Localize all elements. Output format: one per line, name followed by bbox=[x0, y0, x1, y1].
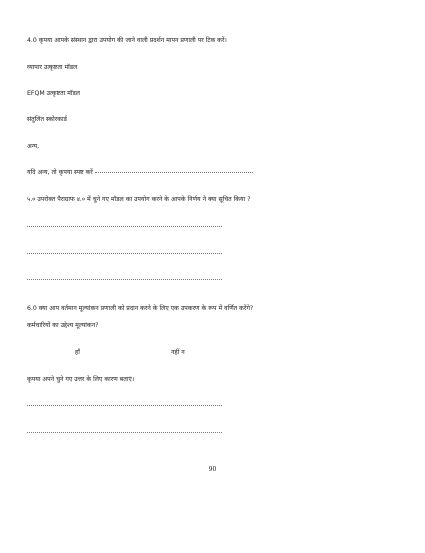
option-business-excellence-model[interactable]: व्यापार उत्कृष्टता मॉडल bbox=[27, 64, 78, 71]
page-number: 90 bbox=[208, 466, 217, 473]
answer-line-6-1[interactable] bbox=[27, 405, 222, 406]
answer-line-5-2[interactable] bbox=[27, 253, 222, 254]
answer-line-5-1[interactable] bbox=[27, 226, 222, 227]
answer-line-6-2[interactable] bbox=[27, 432, 222, 433]
question-4-text: 4.0 कृपया आपके संस्थान द्वारा उपयोग की जाने वाली प्रदर्शन मापन प्रणाली पर टिक करें। bbox=[27, 37, 227, 44]
other-specify-row bbox=[27, 169, 253, 177]
reason-prompt: कृपया अपने चुने गए उत्तर के लिए कारण बताएं। bbox=[27, 376, 135, 383]
question-6-text-line-2: कर्मचारियों का उद्देश्य मूल्यांकन? bbox=[27, 322, 99, 329]
other-specify-label: यदि अन्य, तो कृपया स्पष्ट करें bbox=[27, 169, 93, 176]
option-efqm-excellence-model[interactable]: EFQM उत्कृष्टता मॉडल bbox=[27, 90, 80, 97]
other-specify-answer-line[interactable] bbox=[95, 172, 253, 173]
option-balanced-scorecard[interactable]: संतुलित स्कोरकार्ड bbox=[27, 116, 67, 123]
option-yes[interactable]: हाँ bbox=[75, 349, 80, 356]
question-5-text: ५.० उपरोक्त पैराग्राफ ४.० में चुने गए मॉडल का उपयोग करने के आपके निर्णय ने क्या सूचित किया ? bbox=[27, 196, 251, 203]
question-6-text-line-1: 6.0 क्या आप वर्तमान मूल्यांकन प्रणाली को प्रदान करने के लिए एक उपकरण के रूप में वर्णित करेंगे? bbox=[27, 305, 254, 312]
answer-line-5-3[interactable] bbox=[27, 279, 222, 280]
option-other[interactable]: अन्य, bbox=[27, 143, 40, 150]
option-no[interactable]: नहीं न bbox=[171, 349, 185, 356]
